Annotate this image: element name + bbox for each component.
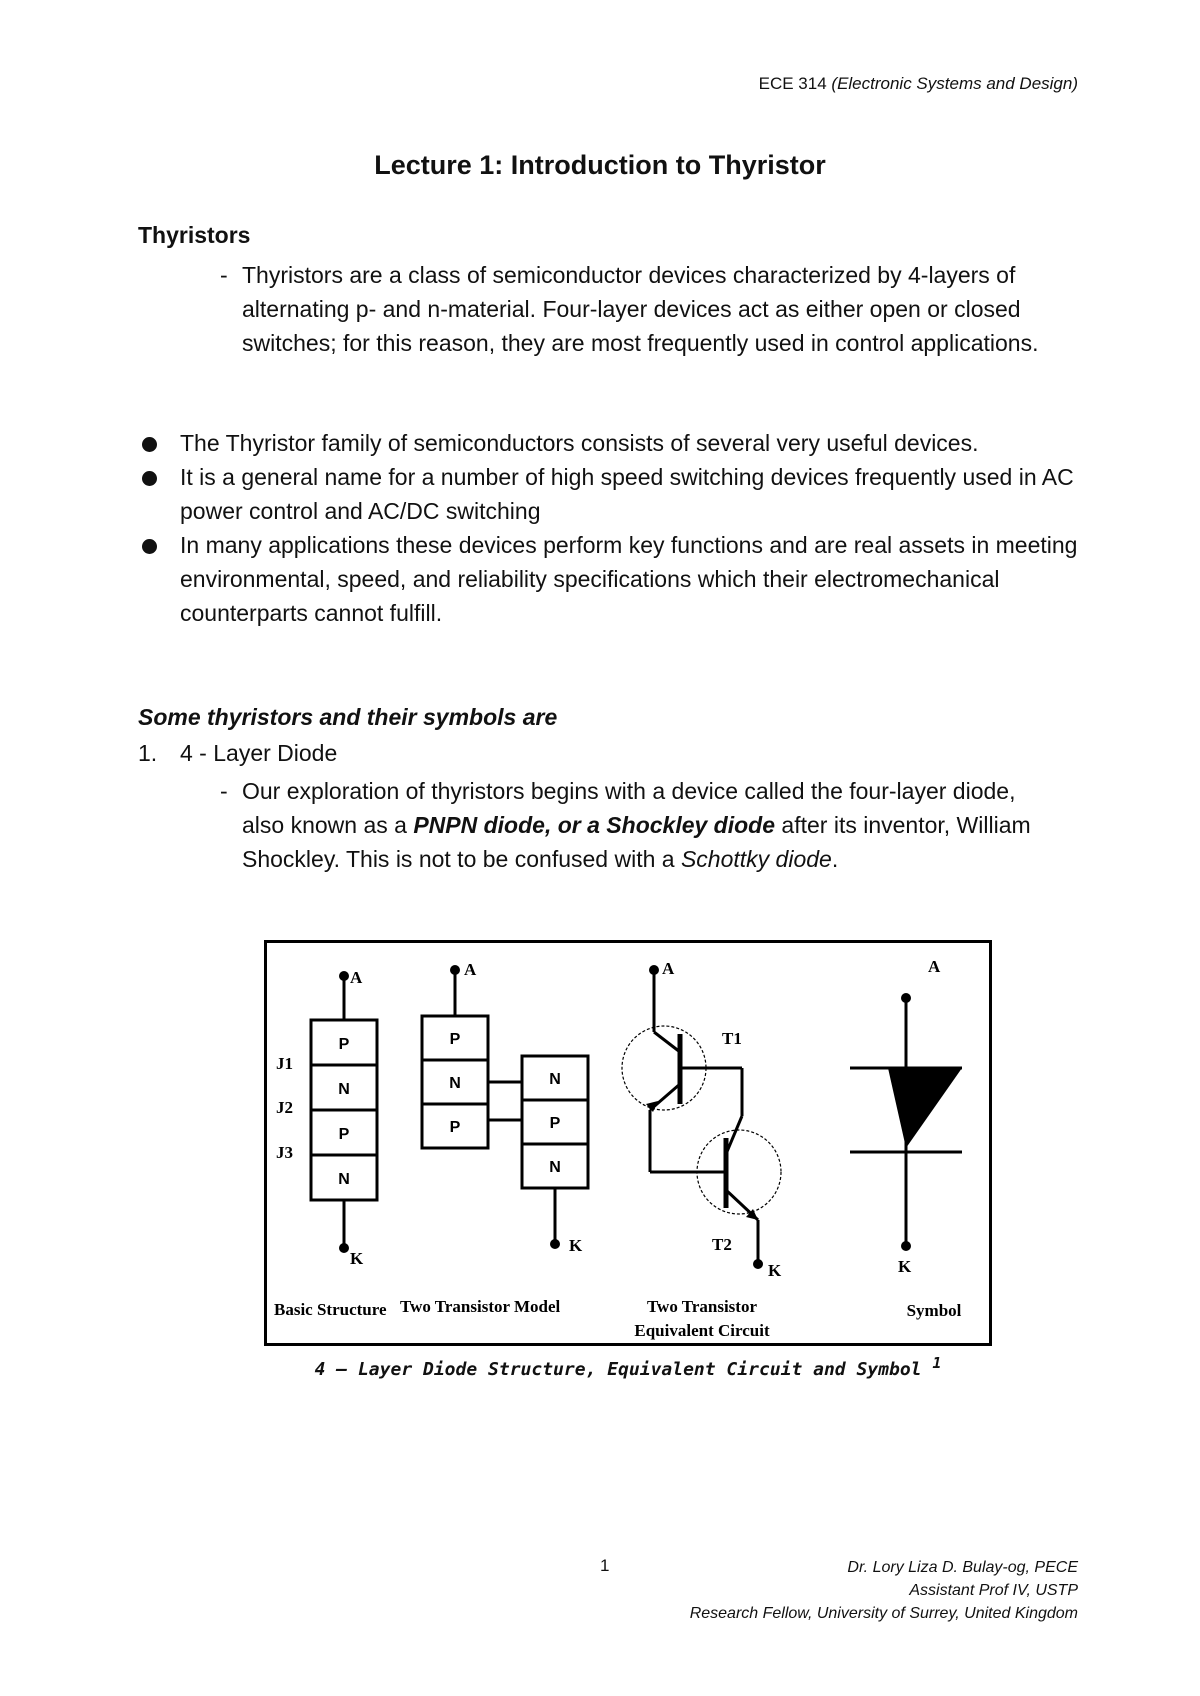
label-symbol: Symbol [906,1301,962,1320]
footer-affiliation: Research Fellow, University of Surrey, United Kingdom [689,1605,1078,1622]
layer-label: N [449,1075,461,1092]
footer-author: Dr. Lory Liza D. Bulay-og, PECE [847,1559,1078,1576]
junction-label: J2 [276,1098,293,1117]
terminal-a-label: A [662,959,675,978]
bullet-dot-icon [142,437,157,452]
caption-reference: 1 [932,1354,942,1372]
item-title: 4 - Layer Diode [180,740,338,766]
terminal-k-label: K [898,1257,912,1276]
dash-marker: - [220,778,228,804]
layer-label: P [549,1115,561,1132]
bullet-dot-icon [142,471,157,486]
subheading: Some thyristors and their symbols are [138,704,558,730]
bullet-dot-icon [142,539,157,554]
page-title: Lecture 1: Introduction to Thyristor [374,150,826,180]
junction-label: J3 [276,1143,293,1162]
intro-text: Thyristors are a class of semiconductor devices characterized by 4-layers of alternating p- and n-material. Four-layer devices act as either open or closed switches; for this reason, they are most frequently used in control applications. [242,262,1039,356]
transistor-label: T2 [712,1235,732,1254]
item-description-text: Our exploration of thyristors begins with a device called the four-layer diode, also known as a PNPN diode, or a Shockley diode after its inventor, William Shockley. This is not to be confused with a Schottky diode. [242,778,1031,872]
section-heading: Thyristors [138,222,251,248]
footer-position: Assistant Prof IV, USTP [909,1582,1078,1599]
emphasis-schottky: Schottky diode [680,846,832,872]
list-item: It is a general name for a number of high speed switching devices frequently used in AC power control and AC/DC switching [138,460,1078,528]
label-basic-structure: Basic Structure [274,1300,387,1319]
page-footer [690,1556,1078,1625]
terminal-a-label: A [928,957,941,976]
layer-label: N [338,1171,350,1188]
layer-label: P [338,1036,350,1053]
terminal-k-label: K [768,1261,782,1280]
label-equivalent-line2: Equivalent Circuit [634,1321,770,1340]
label-two-transistor-model: Two Transistor Model [400,1297,561,1316]
list-item: The Thyristor family of semiconductors consists of several very useful devices. [138,426,1078,460]
layer-label: P [449,1031,461,1048]
dash-marker: - [220,262,228,288]
bullet-list [138,426,1078,630]
course-code: ECE 314 [758,74,827,93]
junction-label: J1 [276,1054,293,1073]
emphasis-shockley: PNPN diode, or a Shockley diode [413,812,776,838]
layer-label: N [338,1081,350,1098]
four-layer-diode-figure [264,940,992,1346]
course-name: (Electronic Systems and Design) [831,74,1078,93]
terminal-k-label: K [569,1236,583,1255]
page-header [759,74,1078,94]
terminal-a-label: A [464,960,477,979]
item-number: 1. [138,740,158,766]
layer-label: N [549,1071,561,1088]
label-equivalent-line1: Two Transistor [646,1297,758,1316]
page-number: 1 [600,1556,610,1575]
terminal-a-label: A [350,968,363,987]
layer-label: N [549,1159,561,1176]
layer-label: P [338,1126,350,1143]
layer-label: P [449,1119,461,1136]
terminal-k-label: K [350,1249,364,1268]
figure-caption: 4 – Layer Diode Structure, Equivalent Circuit and Symbol $^1$ [314,1354,942,1380]
list-item: In many applications these devices perform key functions and are real assets in meeting environmental, speed, and reliability specifications which their electromechanical counterparts cannot fulfill. [138,528,1078,630]
transistor-label: T1 [722,1029,742,1048]
